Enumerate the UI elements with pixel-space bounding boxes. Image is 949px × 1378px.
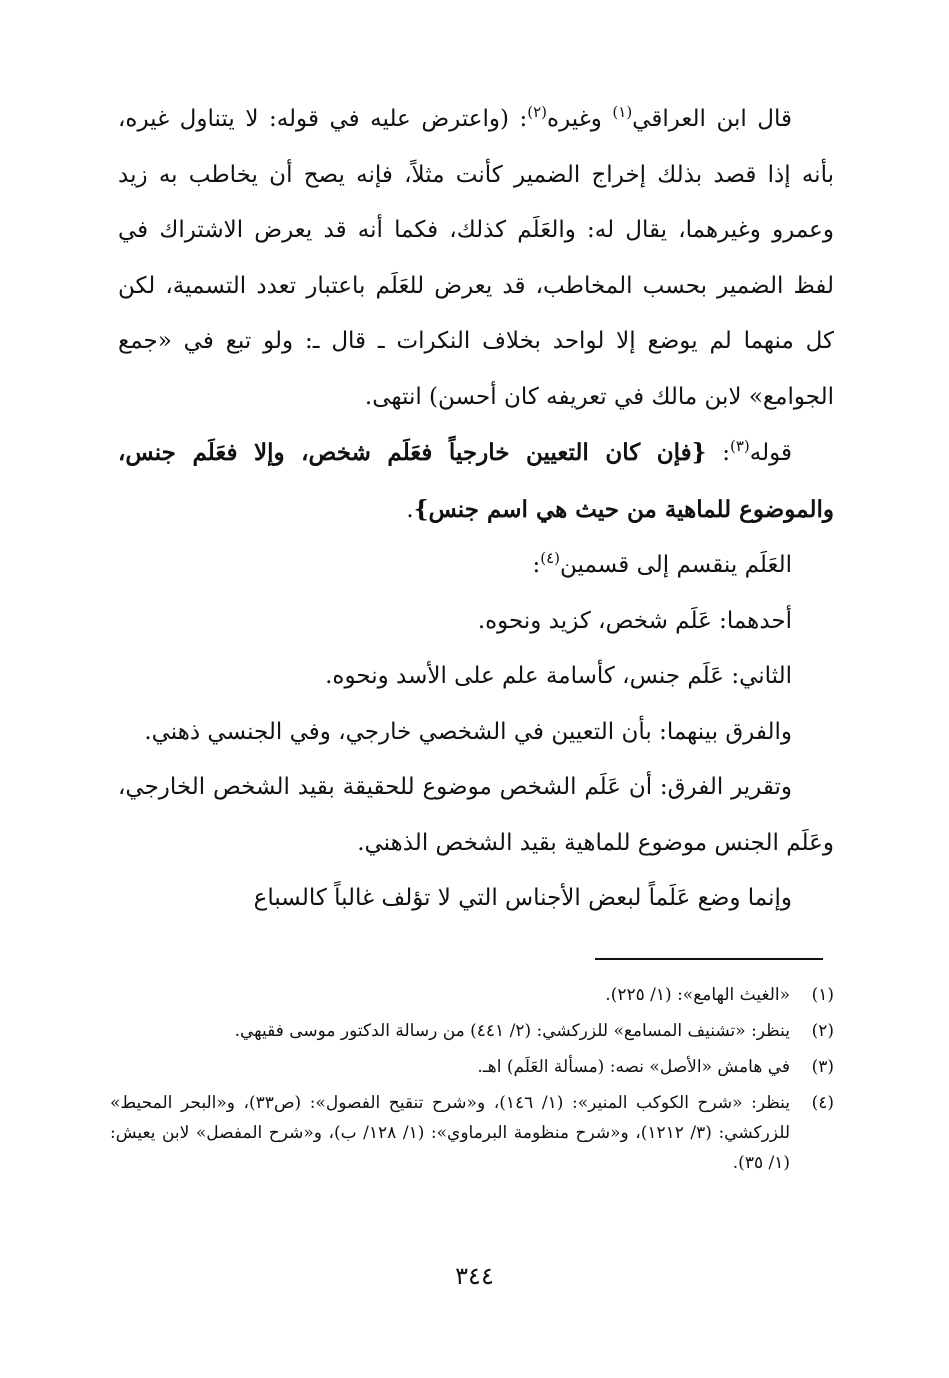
footnote-text: في هامش «الأصل» نصه: (مسألة العَلَم) اهـ.	[477, 1057, 790, 1077]
paragraph-text: قوله	[749, 440, 792, 466]
paragraph-difference: والفرق بينهما: بأن التعيين في الشخصي خارجي، وفي الجنسي ذهني.	[144, 718, 792, 745]
paragraph-continuation: وإنما وضع عَلَماً لبعض الأجناس التي لا تؤلف غالباً كالسباع	[253, 885, 792, 911]
paragraph-ibn-iraqi-quote	[118, 92, 834, 425]
paragraph-text: :	[532, 552, 541, 578]
paragraph-matn-quote	[118, 425, 834, 538]
footnote-ref-4[interactable]: (٤)	[540, 549, 561, 567]
footnote-4	[110, 1088, 834, 1178]
footnote-number: (٤)	[811, 1093, 834, 1113]
paragraph-difference-explanation: وتقرير الفرق: أن عَلَم الشخص موضوع للحقيقة بقيد الشخص الخارجي، وعَلَم الجنس موضوع للماهية بقيد الشخص الذهني.	[118, 774, 834, 856]
paragraph-text: :	[706, 440, 730, 466]
main-text	[118, 92, 834, 927]
footnote-number: (٣)	[811, 1057, 834, 1077]
paragraph-text: : (واعترض عليه في قوله: لا يتناول غيره، بأنه إذا قصد بذلك إخراج الضمير كأنت مثلاً، فإنه يصح أن يخاطب به زيد وعمرو وغيرهما، يقال له: والعَلَم كذلك، فكما أنه قد يعرض الاشتراك في لفظ الضمير بحسب المخاطب، قد يعرض للعَلَم باعتبار تعدد التسمية، لكن كل منهما لم يوضع إلا لواحد بخلاف النكرات ـ قال ـ: ولو تبع في «جمع الجوامع» لابن مالك في تعريفه كان أحسن) انتهى.	[118, 106, 834, 410]
footnote-number: (٢)	[811, 1021, 834, 1041]
matn-text: {فإن كان التعيين خارجياً فعَلَم شخص، وإلا فعَلَم جنس، والموضوع للماهية من حيث هي اسم جنس}	[118, 439, 834, 523]
footnote-text: ينظر: «شرح الكوكب المنير»: (١/ ١٤٦)، و«شرح تنقيح الفصول»: (ص٣٣)، و«البحر المحيط» للزركشي: (٣/ ١٢١٢)، و«شرح منظومة البرماوي»: (١/ ١٢٨/ ب)، و«شرح المفصل» لابن يعيش: (١/ ٣٥).	[110, 1093, 791, 1173]
footnote-ref-1[interactable]: (١)	[612, 103, 633, 121]
footnote-separator	[595, 958, 823, 960]
paragraph-second-type: الثاني: عَلَم جنس، كأسامة علم على الأسد ونحوه.	[325, 663, 792, 689]
footnote-2	[110, 1016, 834, 1046]
footnotes	[110, 980, 834, 1184]
paragraph-text: وغيره	[547, 106, 613, 132]
paragraph-first-type: أحدهما: عَلَم شخص، كزيد ونحوه.	[477, 607, 792, 634]
footnote-ref-3[interactable]: (٣)	[730, 437, 750, 455]
paragraph-alam-division	[118, 538, 834, 594]
footnote-number: (١)	[811, 985, 834, 1005]
footnote-1	[110, 980, 834, 1010]
footnote-3	[110, 1052, 834, 1082]
page-number: ٣٤٤	[455, 1262, 494, 1290]
footnote-text: «الغيث الهامع»: (١/ ٢٢٥).	[605, 985, 790, 1005]
footnote-ref-2[interactable]: (٢)	[527, 103, 548, 121]
paragraph-text: .	[406, 496, 414, 523]
paragraph-text: قال ابن العراقي	[632, 106, 792, 132]
footnote-text: ينظر: «تشنيف المسامع» للزركشي: (٢/ ٤٤١) من رسالة الدكتور موسى فقيهي.	[234, 1021, 790, 1041]
paragraph-text: العَلَم ينقسم إلى قسمين	[560, 552, 792, 578]
